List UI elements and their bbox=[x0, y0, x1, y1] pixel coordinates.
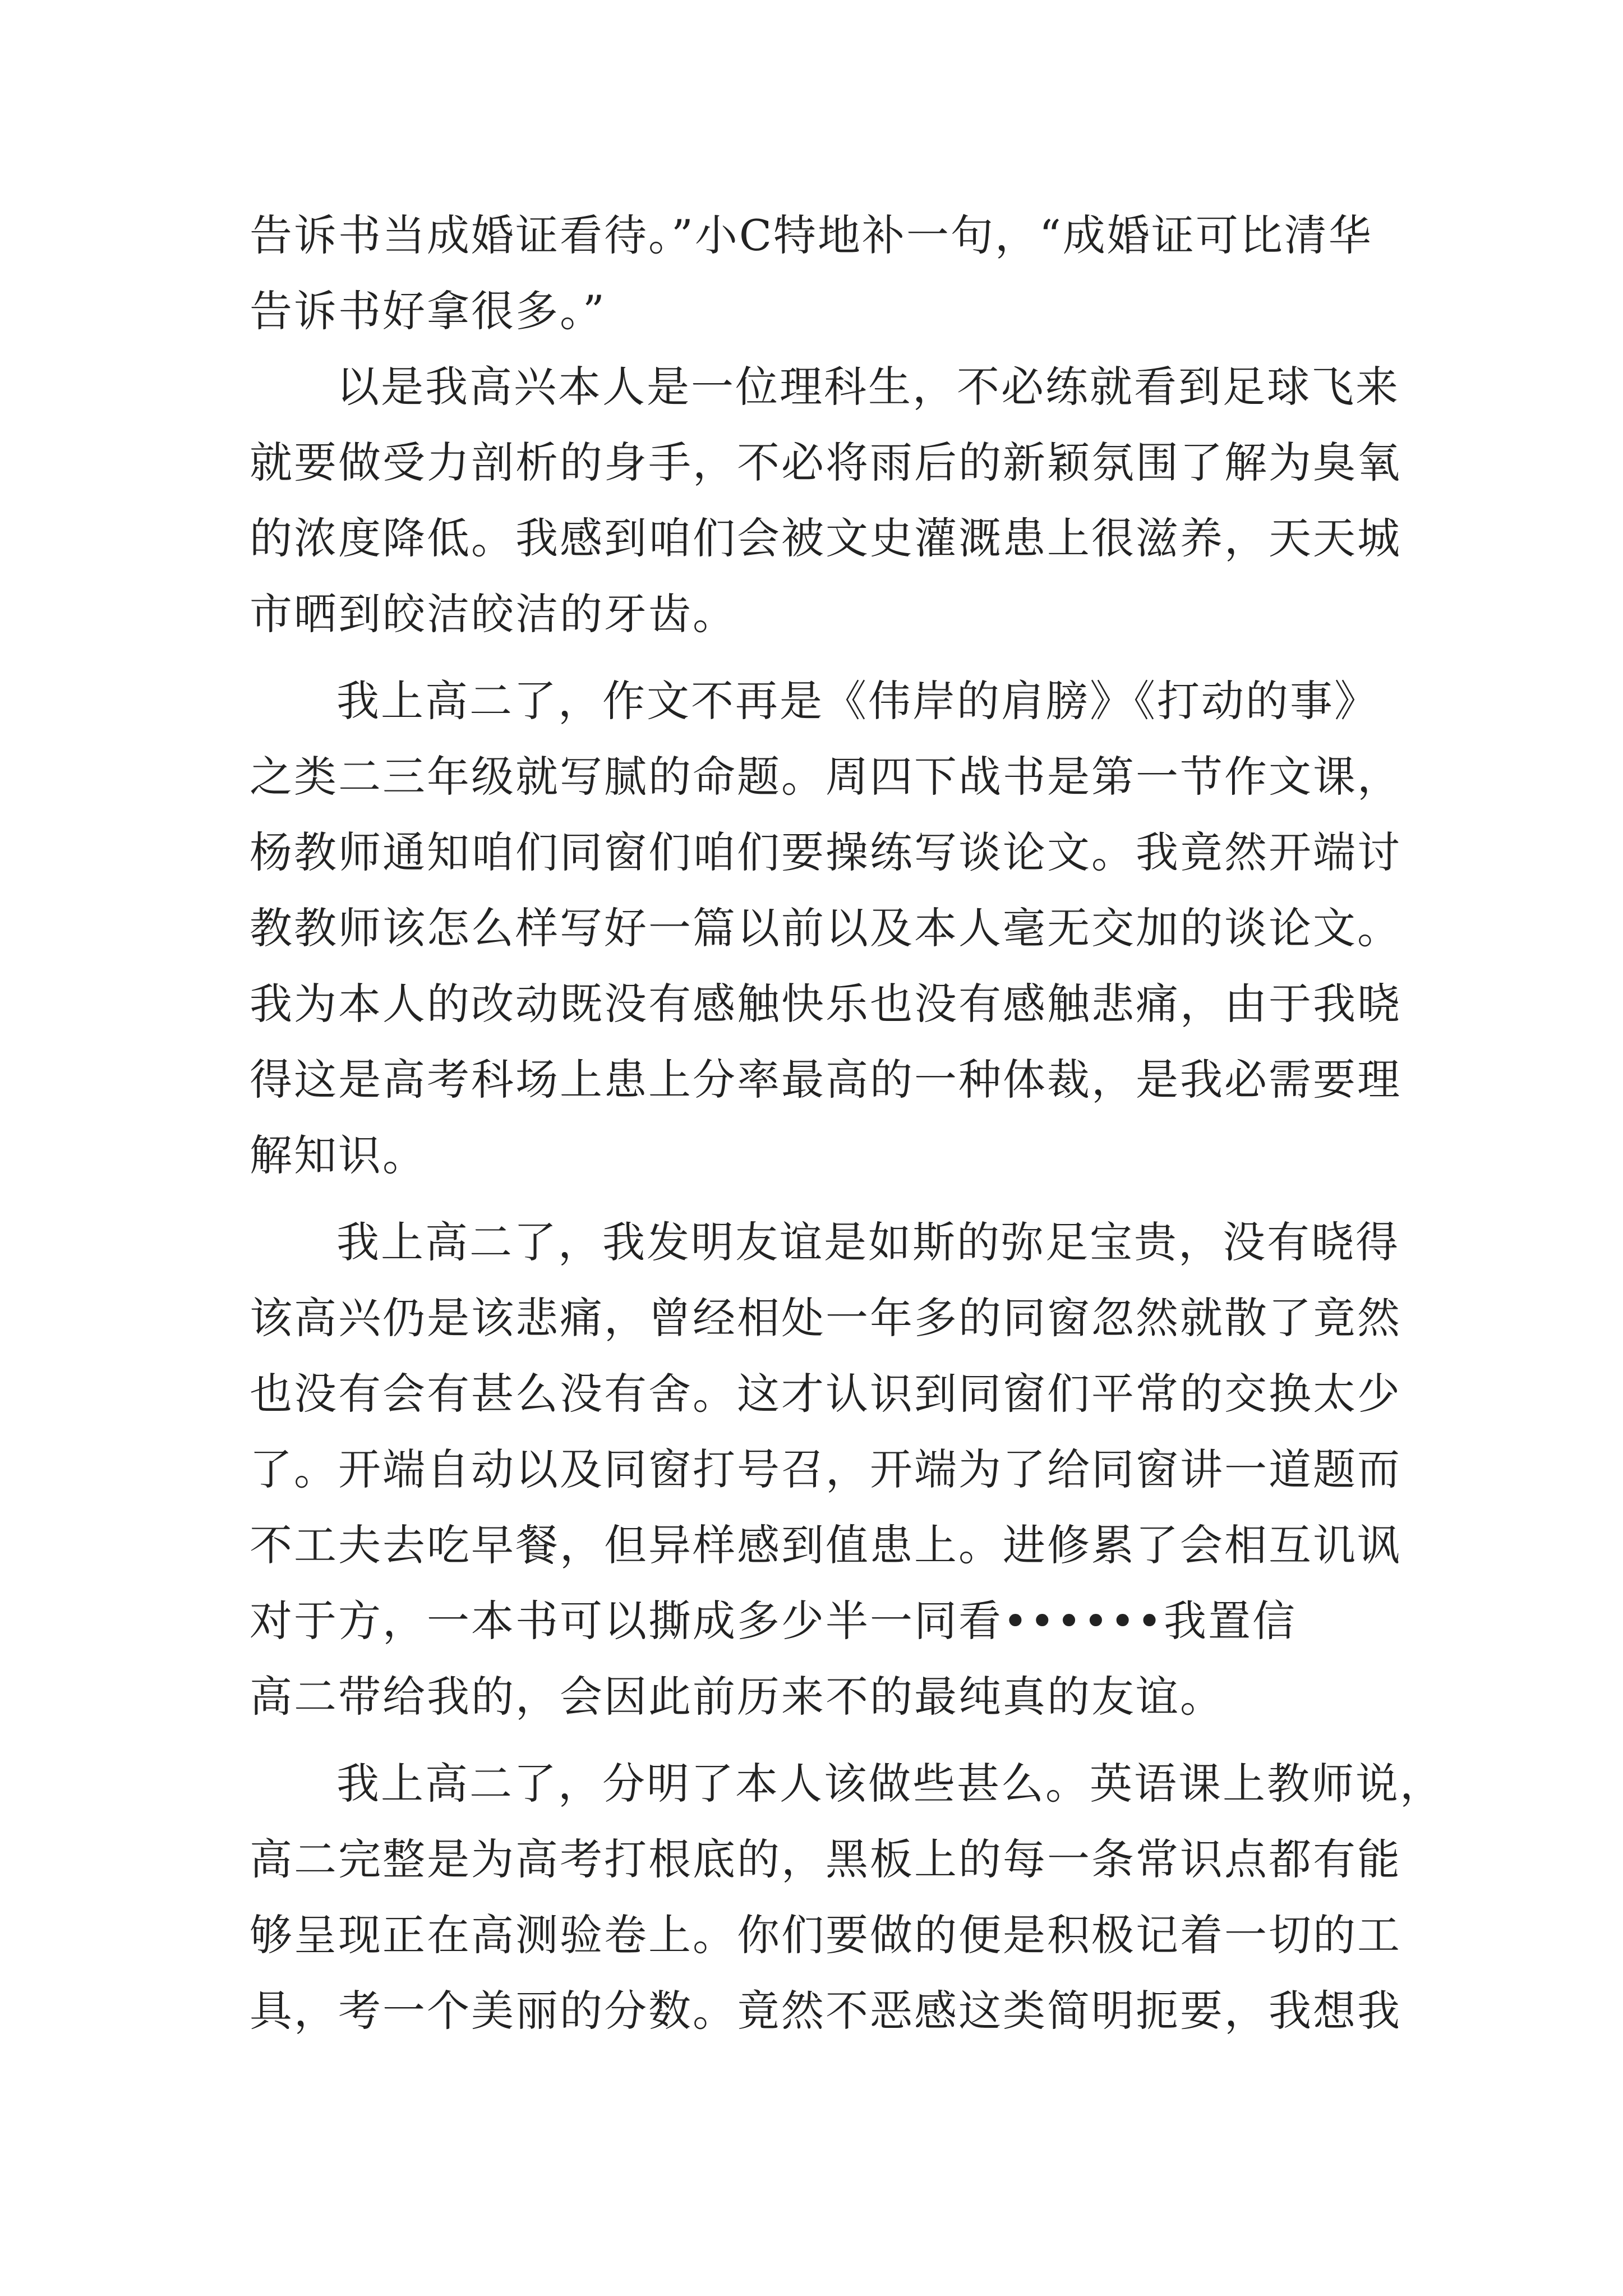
text-line: 对于方，一本书可以撕成多少半一同看••••••我置信 bbox=[250, 1596, 1297, 1646]
text-line: 我为本人的改动既没有感触快乐也没有感触悲痛，由于我晓 bbox=[250, 979, 1401, 1029]
text-line: 教教师该怎么样写好一篇以前以及本人毫无交加的谈论文。 bbox=[250, 903, 1401, 953]
text-line: 高二带给我的，会因此前历来不的最纯真的友谊。 bbox=[250, 1672, 1224, 1722]
text-line: 解知识。 bbox=[250, 1130, 427, 1180]
text-line: 告诉书好拿很多。” bbox=[250, 286, 606, 336]
text-line: 的浓度降低。我感到咱们会被文史灌溉患上很滋养，天天城 bbox=[250, 513, 1401, 563]
text-line: 不工夫去吃早餐，但异样感到值患上。进修累了会相互讥讽 bbox=[250, 1520, 1401, 1570]
paragraph-first-line: 我上高二了，作文不再是《伟岸的肩膀》《打动的事》 bbox=[336, 676, 1378, 726]
paragraph-first-line: 以是我高兴本人是一位理科生，不必练就看到足球飞来 bbox=[336, 362, 1400, 412]
text-line: 得这是高考科场上患上分率最高的一种体裁，是我必需要理 bbox=[250, 1055, 1401, 1105]
text-line: 之类二三年级就写腻的命题。周四下战书是第一节作文课， bbox=[250, 752, 1401, 802]
paragraph-first-line: 我上高二了，我发明友谊是如斯的弥足宝贵，没有晓得 bbox=[336, 1217, 1400, 1267]
text-line: 市晒到皎洁皎洁的牙齿。 bbox=[250, 589, 737, 639]
text-line: 杨教师通知咱们同窗们咱们要操练写谈论文。我竟然开端讨 bbox=[250, 827, 1401, 877]
text-line: 该高兴仍是该悲痛，曾经相处一年多的同窗忽然就散了竟然 bbox=[250, 1293, 1401, 1343]
text-line: 了。开端自动以及同窗打号召，开端为了给同窗讲一道题而 bbox=[250, 1444, 1401, 1494]
text-line: 高二完整是为高考打根底的，黑板上的每一条常识点都有能 bbox=[250, 1834, 1401, 1884]
text-line: 就要做受力剖析的身手，不必将雨后的新颖氛围了解为臭氧 bbox=[250, 438, 1401, 487]
text-line: 也没有会有甚么没有舍。这才认识到同窗们平常的交换太少 bbox=[250, 1369, 1401, 1419]
paragraph-first-line: 我上高二了，分明了本人该做些甚么。英语课上教师说， bbox=[336, 1759, 1444, 1809]
text-line: 告诉书当成婚证看待。”小C特地补一句，“成婚证可比清华 bbox=[250, 210, 1373, 260]
text-line: 具，考一个美丽的分数。竟然不恶感这类简明扼要，我想我 bbox=[250, 1986, 1401, 2036]
text-line: 够呈现正在高测验卷上。你们要做的便是积极记着一切的工 bbox=[250, 1910, 1401, 1960]
